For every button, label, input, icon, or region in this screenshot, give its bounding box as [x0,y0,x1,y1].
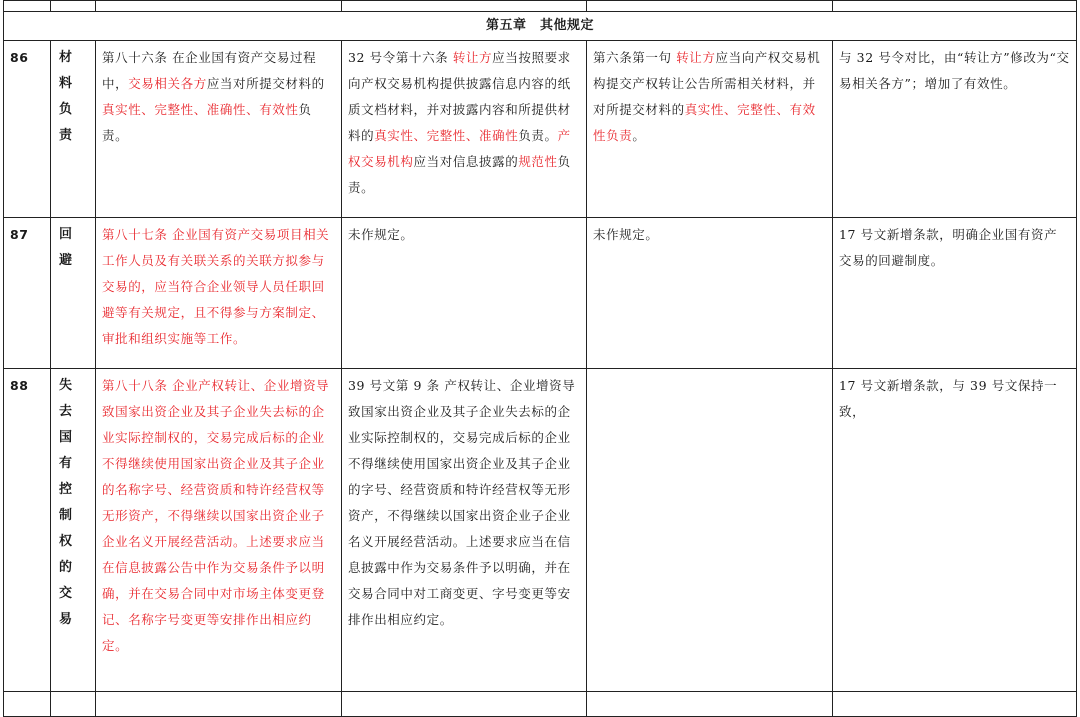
order-32-cell: 39 号文第 9 条 产权转让、企业增资导致国家出资企业及其子企业失去标的企业实际控制权的，交易完成后标的企业不得继续使用国家出资企业及其子企业的字号、经营资质和特许经营权等无形资产，不得继续以国家出资企业子企业名义开展经营活动。上述要求应当在信息披露中作为交易条件予以明确，并在交易合同中对工商变更、字号变更等安排作出相应约定。 [342,369,587,692]
table-row [4,218,1077,369]
chapter-title: 第五章 其他规定 [4,12,1077,41]
comment-cell: 17 号文新增条款，明确企业国有资产交易的回避制度。 [833,218,1077,369]
chapter-row [4,12,1077,41]
table-row [4,41,1077,218]
row-number: 88 [4,369,51,692]
comment-cell: 与 32 号令对比，由“转让方”修改为“交易相关各方”；增加了有效性。 [833,41,1077,218]
order-32-cell: 未作规定。 [342,218,587,369]
comparison-table [3,0,1077,717]
comparison-table-wrapper [3,0,1076,717]
row-title: 失去 国有 控制 权的 交易 [51,369,96,692]
row-title: 回避 [51,218,96,369]
comment-cell: 17 号文新增条款，与 39 号文保持一致， [833,369,1077,692]
other-rule-cell: 未作规定。 [587,218,833,369]
new-rule-cell: 第八十八条 企业产权转让、企业增资导致国家出资企业及其子企业失去标的企业实际控制权的，交易完成后标的企业不得继续使用国家出资企业及其子企业的名称字号、经营资质和特许经营权等无形资产，不得继续以国家出资企业子企业名义开展经营活动。上述要求应当在信息披露公告中作为交易条件予以明确，并在交易合同中对市场主体变更登记、名称字号变更等安排作出相应约定。 [96,369,342,692]
row-number: 87 [4,218,51,369]
table-top-row [4,1,1077,12]
order-32-cell: 32 号令第十六条 转让方应当按照要求向产权交易机构提供披露信息内容的纸质文档材料，并对披露内容和所提供材料的真实性、完整性、准确性负责。产权交易机构应当对信息披露的规范性负责。 [342,41,587,218]
new-rule-cell: 第八十六条 在企业国有资产交易过程中，交易相关各方应当对所提交材料的真实性、完整性、准确性、有效性负责。 [96,41,342,218]
table-row [4,369,1077,692]
other-rule-cell [587,369,833,692]
new-rule-cell: 第八十七条 企业国有资产交易项目相关工作人员及有关联关系的关联方拟参与交易的，应当符合企业领导人员任职回避等有关规定，且不得参与方案制定、审批和组织实施等工作。 [96,218,342,369]
row-number: 86 [4,41,51,218]
row-title: 材料 负责 [51,41,96,218]
other-rule-cell: 第六条第一句 转让方应当向产权交易机构提交产权转让公告所需相关材料，并对所提交材料的真实性、完整性、有效性负责。 [587,41,833,218]
table-row [4,692,1077,717]
